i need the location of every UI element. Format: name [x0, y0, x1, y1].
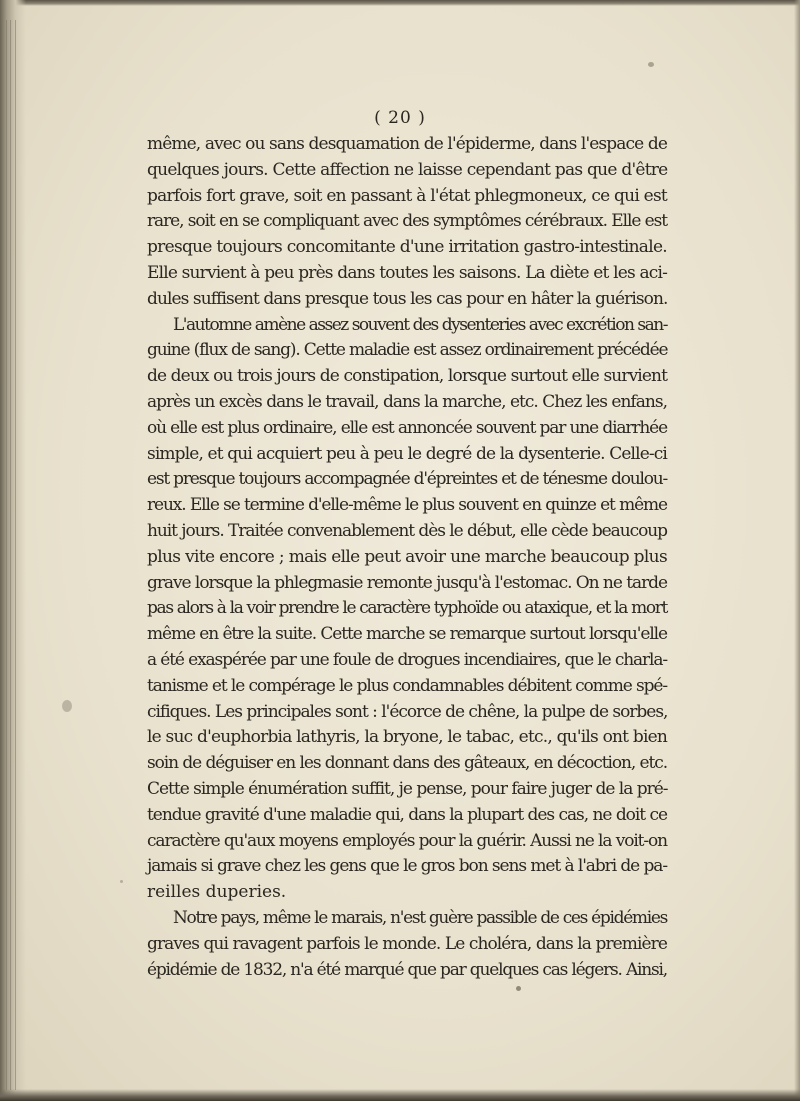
- text-line: tendue gravité d'une maladie qui, dans la plupart des cas, ne doit ce: [147, 804, 667, 825]
- text-line: caractère qu'aux moyens employés pour la guérir. Aussi ne la voit-on: [147, 830, 668, 851]
- text-line: cifiques. Les principales sont : l'écorce de chêne, la pulpe de sorbes,: [147, 701, 668, 722]
- text-line: a été exaspérée par une foule de drogues incendiaires, que le charla-: [147, 649, 667, 670]
- text-line: jamais si grave chez les gens que le gros bon sens met à l'abri de pa-: [147, 856, 667, 877]
- text-line: épidémie de 1832, n'a été marqué que par quelques cas légers. Ainsi,: [147, 959, 667, 980]
- text-line: pas alors à la voir prendre le caractère typhoïde ou ataxique, et la mort: [147, 598, 668, 619]
- text-line: Notre pays, même le marais, n'est guère passible de ces épidémies: [173, 907, 668, 928]
- text-line: parfois fort grave, soit en passant à l'état phlegmoneux, ce qui est: [147, 185, 667, 206]
- text-line: huit jours. Traitée convenablement dès le début, elle cède beaucoup: [147, 520, 667, 541]
- text-line: rare, soit en se compliquant avec des symptômes cérébraux. Elle est: [147, 211, 667, 232]
- text-line: grave lorsque la phlegmasie remonte jusqu'à l'estomac. On ne tarde: [147, 572, 667, 593]
- paper-spot: [120, 880, 123, 883]
- text-line: reux. Elle se termine d'elle-même le plus souvent en quinze et même: [147, 495, 667, 516]
- text-line: reilles duperies.: [147, 882, 287, 903]
- paper-spot: [516, 986, 521, 991]
- binding-line: [6, 20, 7, 1090]
- text-line: même, avec ou sans desquamation de l'épiderme, dans l'espace de: [147, 134, 667, 154]
- text-line: presque toujours concomitante d'une irritation gastro-intestinale.: [147, 237, 667, 258]
- text-line: L'automne amène assez souvent des dysenteries avec excrétion san-: [173, 314, 667, 335]
- text-line: dules suffisent dans presque tous les cas pour en hâter la guérison.: [147, 288, 668, 309]
- binding-line: [10, 20, 11, 1090]
- text-line: Elle survient à peu près dans toutes les saisons. La diète et les aci-: [147, 262, 668, 283]
- page-binding-shadow: [0, 0, 26, 1101]
- page-top-shadow: [0, 0, 800, 6]
- text-line: quelques jours. Cette affection ne laisse cependant pas que d'être: [147, 159, 668, 180]
- text-line: simple, et qui acquiert peu à peu le degré de la dysenterie. Celle-ci: [147, 443, 667, 464]
- page-number: ( 20 ): [374, 108, 426, 128]
- page-bottom-shadow: [0, 1089, 800, 1101]
- text-line: guine (flux de sang). Cette maladie est assez ordinairement précédée: [147, 340, 668, 361]
- paper-spot: [648, 62, 654, 67]
- text-line: même en être la suite. Cette marche se remarque surtout lorsqu'elle: [147, 624, 667, 645]
- text-line: après un excès dans le travail, dans la marche, etc. Chez les enfans,: [147, 391, 667, 412]
- text-line: de deux ou trois jours de constipation, lorsque surtout elle survient: [147, 366, 668, 387]
- text-line: où elle est plus ordinaire, elle est annoncée souvent par une diarrhée: [147, 417, 667, 438]
- text-line: est presque toujours accompagnée d'épreintes et de ténesme doulou-: [147, 469, 667, 490]
- page-right-shadow: [794, 0, 800, 1101]
- text-line: Cette simple énumération suffit, je pense, pour faire juger de la pré-: [147, 778, 668, 799]
- text-line: plus vite encore ; mais elle peut avoir une marche beaucoup plus: [147, 546, 668, 567]
- text-line: soin de déguiser en les donnant dans des gâteaux, en décoction, etc.: [147, 753, 668, 774]
- binding-line: [15, 20, 16, 1090]
- paper-spot: [62, 700, 72, 712]
- text-line: tanisme et le compérage le plus condamnables débitent comme spé-: [147, 675, 668, 696]
- text-line: graves qui ravagent parfois le monde. Le choléra, dans la première: [147, 933, 667, 954]
- text-line: le suc d'euphorbia lathyris, la bryone, le tabac, etc., qu'ils ont bien: [147, 727, 668, 748]
- body-text: [147, 132, 667, 983]
